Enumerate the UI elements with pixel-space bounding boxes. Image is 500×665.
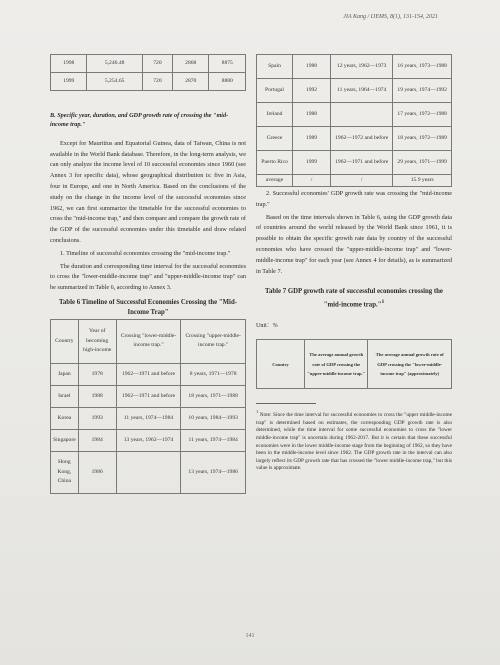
- table-cell: 720: [142, 73, 172, 91]
- table-header-cell: Country: [257, 340, 305, 389]
- table-6-title: Table 6 Timeline of Successful Economies Crossing the "Mid-Income Trap": [59, 298, 237, 316]
- table-cell: 19 years, 1974—1992: [393, 79, 452, 103]
- table-row: [257, 175, 452, 187]
- table-cell: 18 years, 1972—1989: [393, 127, 452, 151]
- table-cell: 5,254.65: [87, 73, 142, 91]
- table-cell: 11 years, 1974—1984: [181, 429, 246, 451]
- table-cell: 1992: [293, 79, 331, 103]
- table-cell: 8880: [209, 73, 246, 91]
- right-column: [256, 54, 452, 473]
- table-cell: 8875: [209, 55, 246, 73]
- table-cell: 1998: [51, 55, 87, 73]
- table-cell: 1984: [78, 429, 116, 451]
- footnote-text: Note: Since the time interval for successful economies to cross the "upper middle-income trap" is determined based on estimates, the corresponding GDP growth rate is also determined, while the time interval for some successful economies to cross the "lower middle-income trap" is uncertain during 1962-2017. But it is certain that these successful economies were in the lower middle-income stage from the beginning of 1962, so they have been in the middle-income level since 1962. The GDP growth rate in the interval can also largely reflect its GDP growth rate that has crossed the "lower middle-income trap," but this value is approximate.: [256, 412, 452, 472]
- table-cell: Spain: [257, 55, 293, 79]
- table-cell: 720: [142, 55, 172, 73]
- table-cell: 1999: [293, 151, 331, 175]
- table-row: [257, 103, 452, 127]
- page-number: 141: [245, 633, 255, 639]
- table-cell: 1978: [78, 363, 116, 385]
- table-cell: 11 years, 1974—1984: [116, 407, 181, 429]
- table-cell: Singapore: [51, 429, 79, 451]
- table-row: [51, 407, 246, 429]
- footnote-divider: [256, 403, 316, 404]
- table-cell: [331, 103, 393, 127]
- table-cell: 2870: [173, 73, 209, 91]
- unit-label: Unit：%: [256, 322, 278, 329]
- table-cell: 16 years, 1973—1988: [393, 55, 452, 79]
- table-cell: Korea: [51, 407, 79, 429]
- table-header-row: [257, 340, 452, 389]
- table-cell: Puerto Rico: [257, 151, 293, 175]
- table-cell: Portugal: [257, 79, 293, 103]
- section-heading: B. Specific year, duration, and GDP growth rate of crossing the "mid-income trap.": [50, 112, 229, 129]
- table-cell: 17 years, 1972—1988: [393, 103, 452, 127]
- table-7-title-text: Table 7 GDP growth rate of successful economies crossing the "mid-income trap.": [265, 288, 443, 309]
- table-header-cell: Crossing "upper-middle-income trap.": [181, 319, 246, 363]
- table-6: [50, 319, 246, 494]
- table-row: [51, 429, 246, 451]
- table-row: [257, 79, 452, 103]
- table-cell: Israel: [51, 385, 79, 407]
- table-cell: 13 years, 1974—1986: [181, 451, 246, 493]
- footnote-ref: 1: [381, 299, 385, 306]
- table-cell: 1988: [78, 385, 116, 407]
- running-head: JIA Kang / IJEMS, 8(1), 131-154, 2021: [343, 14, 438, 20]
- table-row: [257, 127, 452, 151]
- paragraph: Except for Mauritius and Equatorial Guinea, data of Taiwan, China is not available in the World Bank database. Therefore, in the long-term analysis, we can only analyze the income level of 10 successful economies since 1960 (see Annex 3 for specific data), whose geographical distribution is: five in Asia, four in Europe, and one in North America. Based on the conclusions of the study on the change in the income level of the successful economies since 1962, we can first summarize the timetable for the successful economies to cross the "mid-income trap," and then compare and compare the growth rate of the GDP of the successful economies under this timetable and draw related conclusions.: [50, 139, 246, 244]
- table-cell: 18 years, 1971—1988: [181, 385, 246, 407]
- table-cell: Greece: [257, 127, 293, 151]
- table-7-title: [256, 287, 452, 310]
- table-cell: Japan: [51, 363, 79, 385]
- table-cell: /: [293, 175, 331, 187]
- footnote-mark: 1: [256, 409, 259, 415]
- table-row: [51, 363, 246, 385]
- table-cell: 8 years, 1971—1978: [181, 363, 246, 385]
- table-cell: Hong Kong, China: [51, 451, 79, 493]
- table-row: [51, 55, 246, 73]
- table-row: [257, 55, 452, 79]
- table-cell: 1993: [78, 407, 116, 429]
- table-cell: 1988: [293, 103, 331, 127]
- table-header-cell: Year of becoming high-income: [78, 319, 116, 363]
- table-cell: 1986: [78, 451, 116, 493]
- table-row: [51, 451, 246, 493]
- table-cell: /: [331, 175, 393, 187]
- table-cell: 1962—1971 and before: [331, 151, 393, 175]
- footnote: [256, 408, 452, 473]
- table-cell: 15.9 years: [393, 175, 452, 187]
- left-column: [50, 54, 246, 494]
- table-row: [51, 385, 246, 407]
- table-cell: 5,246.48: [87, 55, 142, 73]
- table-cell: 12 years, 1962—1973: [331, 55, 393, 79]
- table-cell: 13 years, 1962—1974: [116, 429, 181, 451]
- paragraph: 2. Successful economies' GDP growth rate was crossing the "mid-income trap.": [256, 190, 452, 208]
- table-cell: 1989: [293, 127, 331, 151]
- table-row: [51, 73, 246, 91]
- table-cell: 1988: [293, 55, 331, 79]
- table-header-cell: Crossing "lower-middle-income trap.": [116, 319, 181, 363]
- table-cell: Ireland: [257, 103, 293, 127]
- table-cell: 10 years, 1984—1993: [181, 407, 246, 429]
- table-cell: [116, 451, 181, 493]
- table-cell: 1962—1972 and before: [331, 127, 393, 151]
- table-header-row: [51, 319, 246, 363]
- table-cell: 1962—1971 and before: [116, 385, 181, 407]
- table-cell: 29 years, 1971—1999: [393, 151, 452, 175]
- top-data-table: [50, 54, 246, 91]
- table-7: [256, 339, 452, 389]
- table-header-cell: Country: [51, 319, 79, 363]
- table-cell: average: [257, 175, 293, 187]
- table-row: [257, 151, 452, 175]
- paragraph: The duration and corresponding time interval for the successful economies to cross the "lower-middle-income trap" and "upper-middle-income trap" can be summarized in Table 6, according to Annex 3.: [50, 262, 246, 292]
- paragraph: 1. Timeline of successful economies crossing the "mid-income trap.": [60, 249, 231, 257]
- table-cell: 1962—1971 and before: [116, 363, 181, 385]
- table-cell: 11 years, 1964—1974: [331, 79, 393, 103]
- table-header-cell: The average annual growth rate of GDP crossing the "lower-middle-income trap" (approximately): [368, 340, 452, 389]
- paragraph: Based on the time intervals shown in Table 6, using the GDP growth data of countries around the world released by the World Bank since 1961, it is possible to obtain the specific growth rate data by country of the successful economies who have crossed the "upper-middle-income trap" and "lower-middle-income trap" for each year (see Annex 4 for details), as is summarized in Table 7.: [256, 213, 452, 275]
- table-header-cell: The average annual growth rate of GDP crossing the "upper-middle-income trap.": [305, 340, 368, 389]
- table-6-continued: [256, 54, 452, 187]
- table-cell: 1999: [51, 73, 87, 91]
- table-cell: 2868: [173, 55, 209, 73]
